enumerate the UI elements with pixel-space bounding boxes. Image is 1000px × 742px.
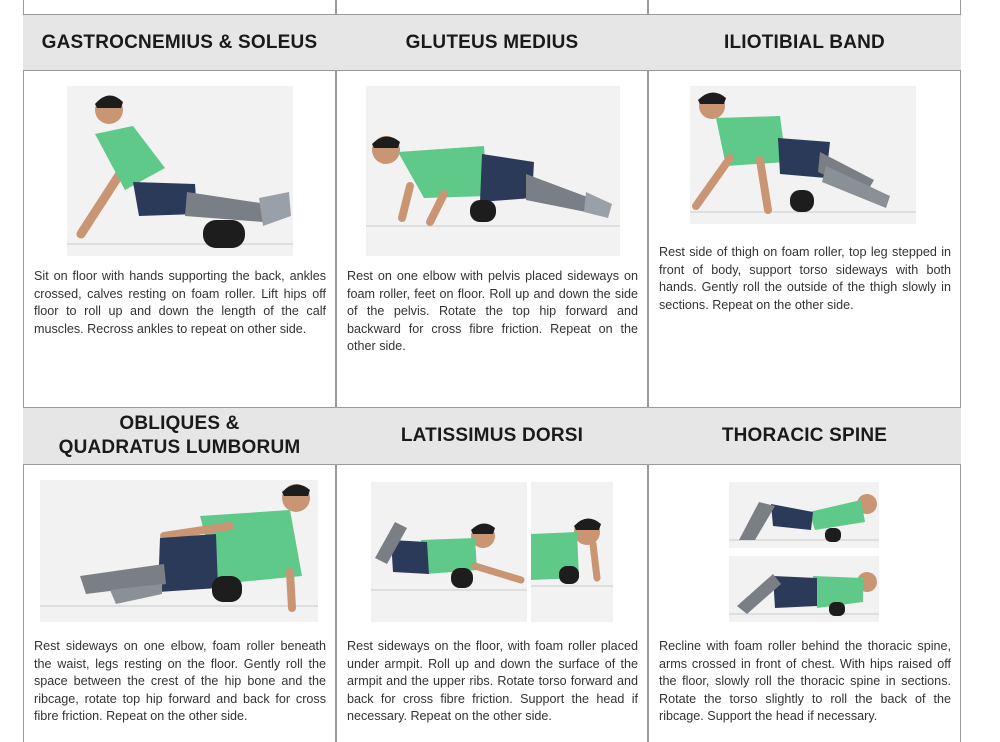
column-divider xyxy=(335,0,337,742)
exercise-description: Recline with foam roller behind the thoracic spine, arms crossed in front of chest. With hips raised off the floor, slowly roll the thoracic spine in sections. Rotate the torso slightly to roll the back of the ribcage. Support the head if necessary. xyxy=(659,639,951,724)
exercise-title-line: QUADRATUS LUMBORUM xyxy=(58,437,301,458)
exercise-photo-obliques xyxy=(40,480,318,622)
exercise-photo-lats-2 xyxy=(531,482,613,622)
column-divider xyxy=(647,0,649,742)
exercise-photo-lats-1 xyxy=(371,482,527,622)
exercise-photo-calf xyxy=(67,86,293,256)
exercise-title-line: OBLIQUES & xyxy=(119,413,240,434)
exercise-description: Rest on one elbow with pelvis placed sideways on foam roller, feet on floor. Roll up and down the side of the pelvis. Rotate the top hip forward and backward for cross fibre friction. Repeat on the other side. xyxy=(347,269,638,354)
exercise-title: LATISSIMUS DORSI xyxy=(336,407,648,465)
exercise-photo-thoracic-1 xyxy=(729,482,879,548)
exercise-photo-glute xyxy=(366,86,620,256)
exercise-photo-thoracic-2 xyxy=(729,556,879,622)
exercise-title xyxy=(23,407,336,465)
exercise-title: THORACIC SPINE xyxy=(648,407,961,465)
exercise-description: Sit on floor with hands supporting the back, ankles crossed, calves resting on foam roller. Lift hips off floor to roll up and down the length of the calf muscles. Recross ankles to repeat on other side. xyxy=(34,269,326,336)
exercise-title: GLUTEUS MEDIUS xyxy=(336,14,648,71)
exercise-photo-itband xyxy=(690,86,916,224)
exercise-title: ILIOTIBIAL BAND xyxy=(648,14,961,71)
exercise-description: Rest sideways on the floor, with foam roller placed under armpit. Roll up and down the surface of the armpit and the upper ribs. Rotate torso forward and back for cross fibre friction. Support the head if necessary. Repeat on the other side. xyxy=(347,639,638,724)
exercise-title: GASTROCNEMIUS & SOLEUS xyxy=(23,14,336,71)
exercise-description: Rest side of thigh on foam roller, top leg stepped in front of body, support torso sideways with both hands. Gently roll the outside of the thigh slowly in sections. Repeat on the other side. xyxy=(659,245,951,312)
exercise-description: Rest sideways on one elbow, foam roller beneath the waist, legs resting on the floor. Gently roll the space between the crest of the hip bone and the ribcage, rotate top hip forward and back for cross fibre friction. Repeat on the other side. xyxy=(34,639,326,724)
